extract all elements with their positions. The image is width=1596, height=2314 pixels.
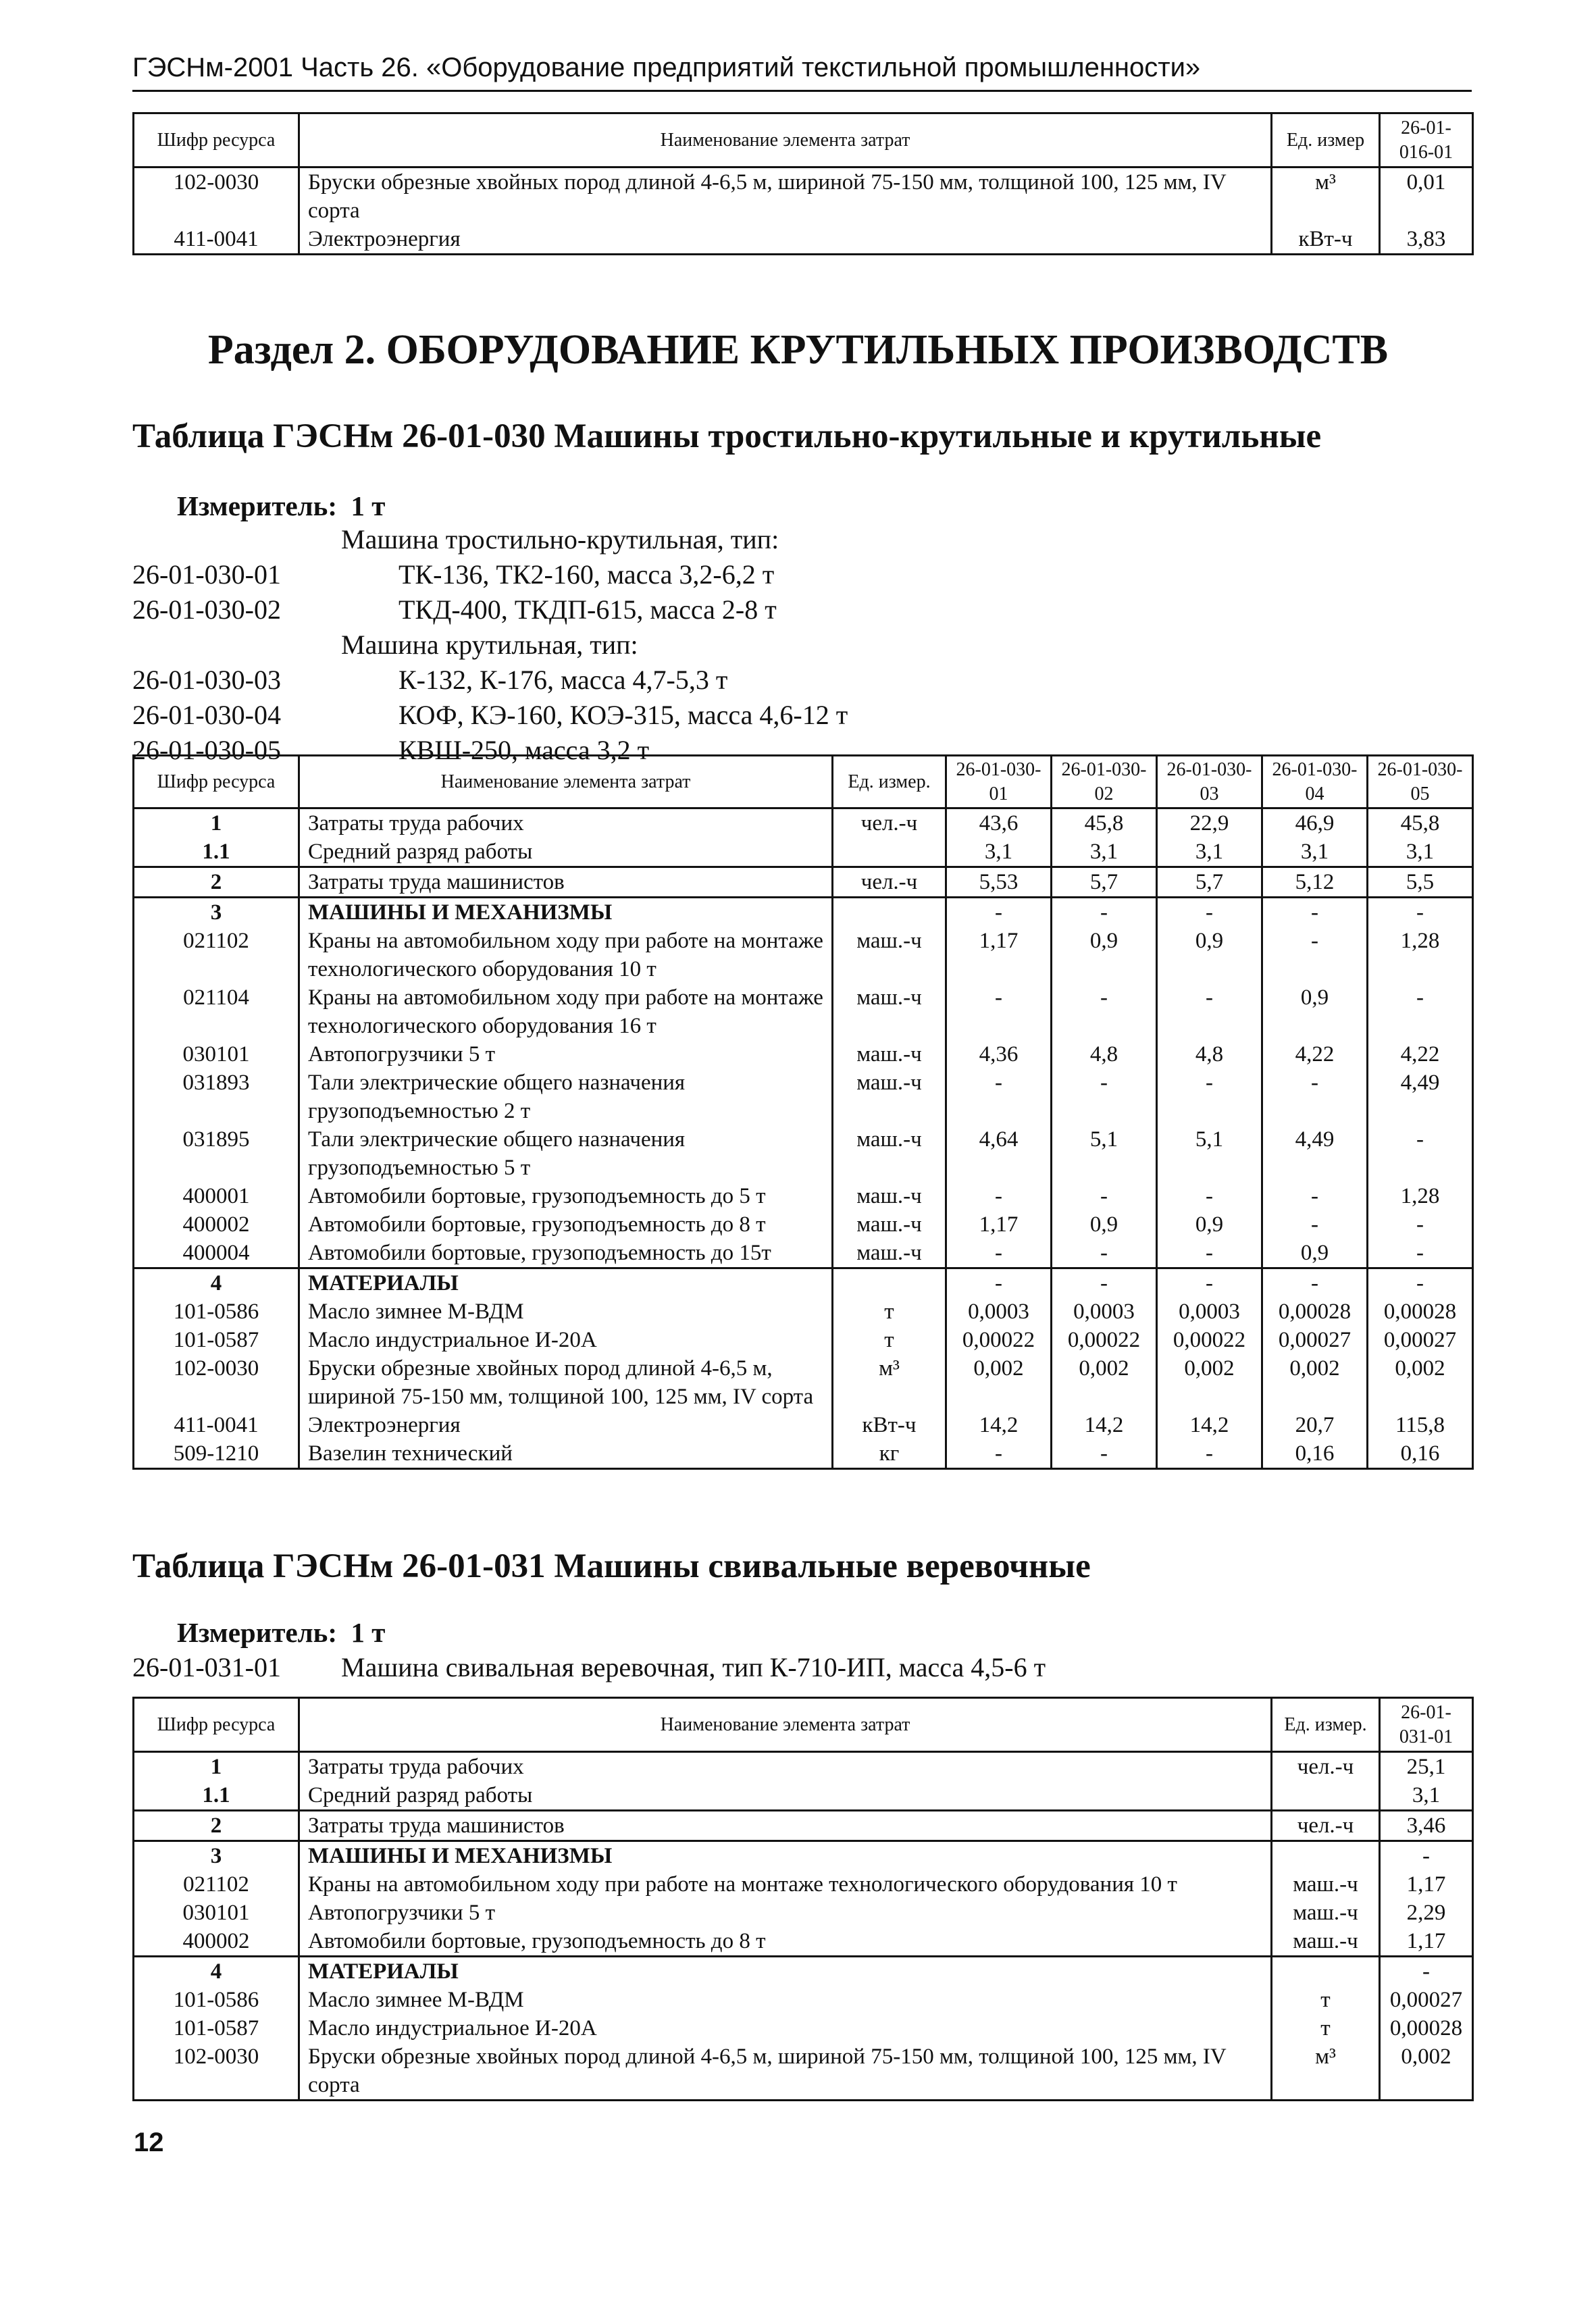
table-row: 101-0587 Масло индустриальное И-20А т 0,00028: [134, 2014, 1473, 2042]
table-26-01-016: [132, 112, 1474, 255]
norm-code: 26-01-030-01: [132, 559, 281, 590]
norm-description: К-132, К-176, масса 4,7-5,3 т: [398, 665, 728, 695]
table-row: 030101 Автопогрузчики 5 т маш.-ч 2,29: [134, 1899, 1473, 1927]
table-row: 1.1 Средний разряд работы 3,1: [134, 1781, 1473, 1811]
norm-code: 26-01-031-01: [132, 1652, 281, 1682]
table-row: 2 Затраты труда машинистов чел.-ч 3,46: [134, 1811, 1473, 1841]
norm-group-heading: Машина крутильная, тип:: [341, 629, 638, 660]
table-row: 021102 Краны на автомобильном ходу при работе на монтаже технологического оборудования 10 т маш.-ч 1,17: [134, 1870, 1473, 1899]
table-row: 102-0030 Бруски обрезные хвойных пород длиной 4-6,5 м, шириной 75-150 мм, толщиной 100, 125 мм, IV сорта м³ 0,002 0,002 0,002 0,002 0,002: [134, 1354, 1473, 1411]
table-row: 400002 Автомобили бортовые, грузоподъемность до 8 т маш.-ч 1,17 0,9 0,9 - -: [134, 1210, 1473, 1239]
col-unit-header: Ед. измер: [1272, 113, 1380, 168]
table-row: 3 МАШИНЫ И МЕХАНИЗМЫ -: [134, 1841, 1473, 1871]
table-row: 030101 Автопогрузчики 5 т маш.-ч 4,36 4,8 4,8 4,22 4,22: [134, 1040, 1473, 1069]
col-name-header: Наименование элемента затрат: [299, 756, 833, 808]
norm-code: 26-01-030-02: [132, 594, 281, 625]
col-code-header: Шифр ресурса: [134, 756, 299, 808]
table-row: 1.1 Средний разряд работы 3,1 3,1 3,1 3,1 3,1: [134, 838, 1473, 867]
measure-030: Измеритель: 1 т: [177, 490, 386, 521]
norm-code: 26-01-030-05: [132, 735, 281, 765]
measure-031: Измеритель: 1 т: [177, 1617, 386, 1648]
col-030-05-header: 26-01-030-05: [1368, 756, 1473, 808]
col-value-header: 26-01-031-01: [1380, 1698, 1473, 1752]
table-row: 3 МАШИНЫ И МЕХАНИЗМЫ - - - - -: [134, 898, 1473, 927]
norm-description: КВШ-250, масса 3,2 т: [398, 735, 650, 765]
col-030-03-header: 26-01-030-03: [1157, 756, 1262, 808]
table-row: 4 МАТЕРИАЛЫ - - - - -: [134, 1268, 1473, 1298]
table-row: 4 МАТЕРИАЛЫ -: [134, 1957, 1473, 1986]
section-title: Раздел 2. ОБОРУДОВАНИЕ КРУТИЛЬНЫХ ПРОИЗВОДСТВ: [207, 327, 1389, 373]
table-row: 102-0030 Бруски обрезные хвойных пород длиной 4-6,5 м, шириной 75-150 мм, толщиной 100, 125 мм, IV сорта м³ 0,002: [134, 2042, 1473, 2101]
table-row: 021104 Краны на автомобильном ходу при работе на монтаже технологического оборудования 16 т маш.-ч - - - 0,9 -: [134, 983, 1473, 1040]
table-row: 509-1210 Вазелин технический кг - - - 0,16 0,16: [134, 1439, 1473, 1469]
table-row: 411-0041 Электроэнергия кВт-ч 3,83: [134, 225, 1473, 255]
col-unit-header: Ед. измер.: [833, 756, 946, 808]
table-row: 102-0030 Бруски обрезные хвойных пород длиной 4-6,5 м, шириной 75-150 мм, толщиной 100, 125 мм, IV сорта м³ 0,01: [134, 168, 1473, 226]
norm-description: ТК-136, ТК2-160, масса 3,2-6,2 т: [398, 559, 775, 590]
table-row: 400002 Автомобили бортовые, грузоподъемность до 8 т маш.-ч 1,17: [134, 1927, 1473, 1957]
page-header: ГЭСНм-2001 Часть 26. «Оборудование предприятий текстильной промышленности»: [132, 53, 1472, 92]
col-030-02-header: 26-01-030-02: [1052, 756, 1157, 808]
col-name-header: Наименование элемента затрат: [299, 1698, 1272, 1752]
norm-group-heading: Машина тростильно-крутильная, тип:: [341, 524, 779, 555]
col-030-04-header: 26-01-030-04: [1262, 756, 1368, 808]
table-row: 101-0586 Масло зимнее М-ВДМ т 0,0003 0,0003 0,0003 0,00028 0,00028: [134, 1297, 1473, 1326]
norm-description: КОФ, КЭ-160, КОЭ-315, масса 4,6-12 т: [398, 700, 848, 730]
col-unit-header: Ед. измер.: [1272, 1698, 1380, 1752]
table-row: 1 Затраты труда рабочих чел.-ч 25,1: [134, 1752, 1473, 1782]
table-row: 1 Затраты труда рабочих чел.-ч 43,6 45,8 22,9 46,9 45,8: [134, 808, 1473, 838]
norm-code: 26-01-030-03: [132, 665, 281, 695]
norm-description: ТКД-400, ТКДП-615, масса 2-8 т: [398, 594, 777, 625]
norm-code: 26-01-030-04: [132, 700, 281, 730]
table-26-01-030: [132, 754, 1474, 1470]
table-row: 031893 Тали электрические общего назначения грузоподъемностью 2 т маш.-ч - - - - 4,49: [134, 1069, 1473, 1125]
col-code-header: Шифр ресурса: [134, 113, 299, 168]
table-row: 400004 Автомобили бортовые, грузоподъемность до 15т маш.-ч - - - 0,9 -: [134, 1239, 1473, 1268]
table-row: 400001 Автомобили бортовые, грузоподъемность до 5 т маш.-ч - - - - 1,28: [134, 1182, 1473, 1210]
table-title-030: Таблица ГЭСНм 26-01-030 Машины тростильно-крутильные и крутильные: [132, 417, 1322, 455]
table-row: 031895 Тали электрические общего назначения грузоподъемностью 5 т маш.-ч 4,64 5,1 5,1 4,49 -: [134, 1125, 1473, 1182]
table-row: 411-0041 Электроэнергия кВт-ч 14,2 14,2 14,2 20,7 115,8: [134, 1411, 1473, 1439]
col-code-header: Шифр ресурса: [134, 1698, 299, 1752]
table-title-031: Таблица ГЭСНм 26-01-031 Машины свивальные веревочные: [132, 1547, 1091, 1585]
table-row: 021102 Краны на автомобильном ходу при работе на монтаже технологического оборудования 10 т маш.-ч 1,17 0,9 0,9 - 1,28: [134, 927, 1473, 983]
page-number: 12: [134, 2128, 164, 2157]
table-row: 2 Затраты труда машинистов чел.-ч 5,53 5,7 5,7 5,12 5,5: [134, 867, 1473, 898]
table-26-01-031: [132, 1697, 1474, 2101]
table-row: 101-0586 Масло зимнее М-ВДМ т 0,00027: [134, 1986, 1473, 2014]
col-name-header: Наименование элемента затрат: [299, 113, 1272, 168]
col-030-01-header: 26-01-030-01: [946, 756, 1052, 808]
table-row: 101-0587 Масло индустриальное И-20А т 0,00022 0,00022 0,00022 0,00027 0,00027: [134, 1326, 1473, 1354]
col-value-header: 26-01-016-01: [1380, 113, 1473, 168]
norm-description: Машина свивальная веревочная, тип К-710-ИП, масса 4,5-6 т: [341, 1652, 1046, 1682]
